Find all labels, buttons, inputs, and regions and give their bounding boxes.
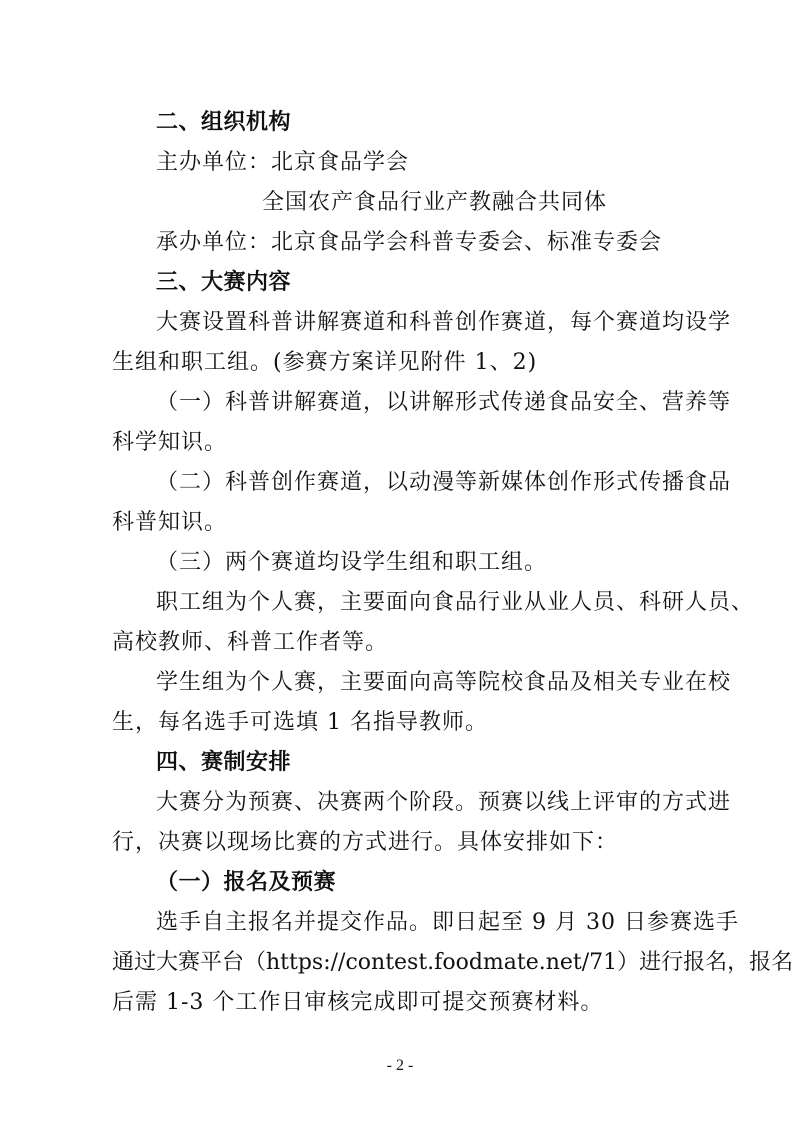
student-group-line-2: 生，每名选手可选填 1 名指导教师。 xyxy=(112,710,488,735)
registration-line-1: 选手自主报名并提交作品。即日起至 9 月 30 日参赛选手 xyxy=(156,910,739,935)
groups-line: （三）两个赛道均设学生组和职工组。 xyxy=(156,550,548,575)
schedule-paragraph-line-1: 大赛分为预赛、决赛两个阶段。预赛以线上评审的方式进 xyxy=(156,790,732,815)
registration-line-3: 后需 1-3 个工作日审核完成即可提交预赛材料。 xyxy=(112,990,604,1015)
track-creation-line-1: （二）科普创作赛道，以动漫等新媒体创作形式传播食品 xyxy=(156,470,732,495)
track-explanation-line-2: 科学知识。 xyxy=(112,430,228,455)
track-explanation-line-1: （一）科普讲解赛道，以讲解形式传递食品安全、营养等 xyxy=(156,390,732,415)
content-paragraph-line-1: 大赛设置科普讲解赛道和科普创作赛道，每个赛道均设学 xyxy=(156,310,732,335)
page-number: - 2 - xyxy=(386,1057,414,1074)
registration-line-2: 通过大赛平台（https://contest.foodmate.net/71）进行报名，报名 xyxy=(112,950,794,975)
section-heading-schedule: 四、赛制安排 xyxy=(156,750,292,775)
section-heading-organization: 二、组织机构 xyxy=(156,110,292,135)
track-creation-line-2: 科普知识。 xyxy=(112,510,228,535)
organizer-unit-line: 承办单位：北京食品学会科普专委会、标准专委会 xyxy=(156,230,663,255)
staff-group-line-2: 高校教师、科普工作者等。 xyxy=(112,630,389,655)
content-paragraph-line-2: 生组和职工组。(参赛方案详见附件 1、2) xyxy=(112,350,538,375)
subsection-heading-registration: （一）报名及预赛 xyxy=(156,870,337,895)
student-group-line-1: 学生组为个人赛，主要面向高等院校食品及相关专业在校 xyxy=(156,670,732,695)
host-unit-second-line: 全国农产食品行业产教融合共同体 xyxy=(262,190,608,215)
host-unit-line: 主办单位：北京食品学会 xyxy=(156,150,410,175)
staff-group-line-1: 职工组为个人赛，主要面向食品行业从业人员、科研人员、 xyxy=(156,590,755,615)
schedule-paragraph-line-2: 行，决赛以现场比赛的方式进行。具体安排如下： xyxy=(112,830,619,855)
section-heading-content: 三、大赛内容 xyxy=(156,270,292,295)
